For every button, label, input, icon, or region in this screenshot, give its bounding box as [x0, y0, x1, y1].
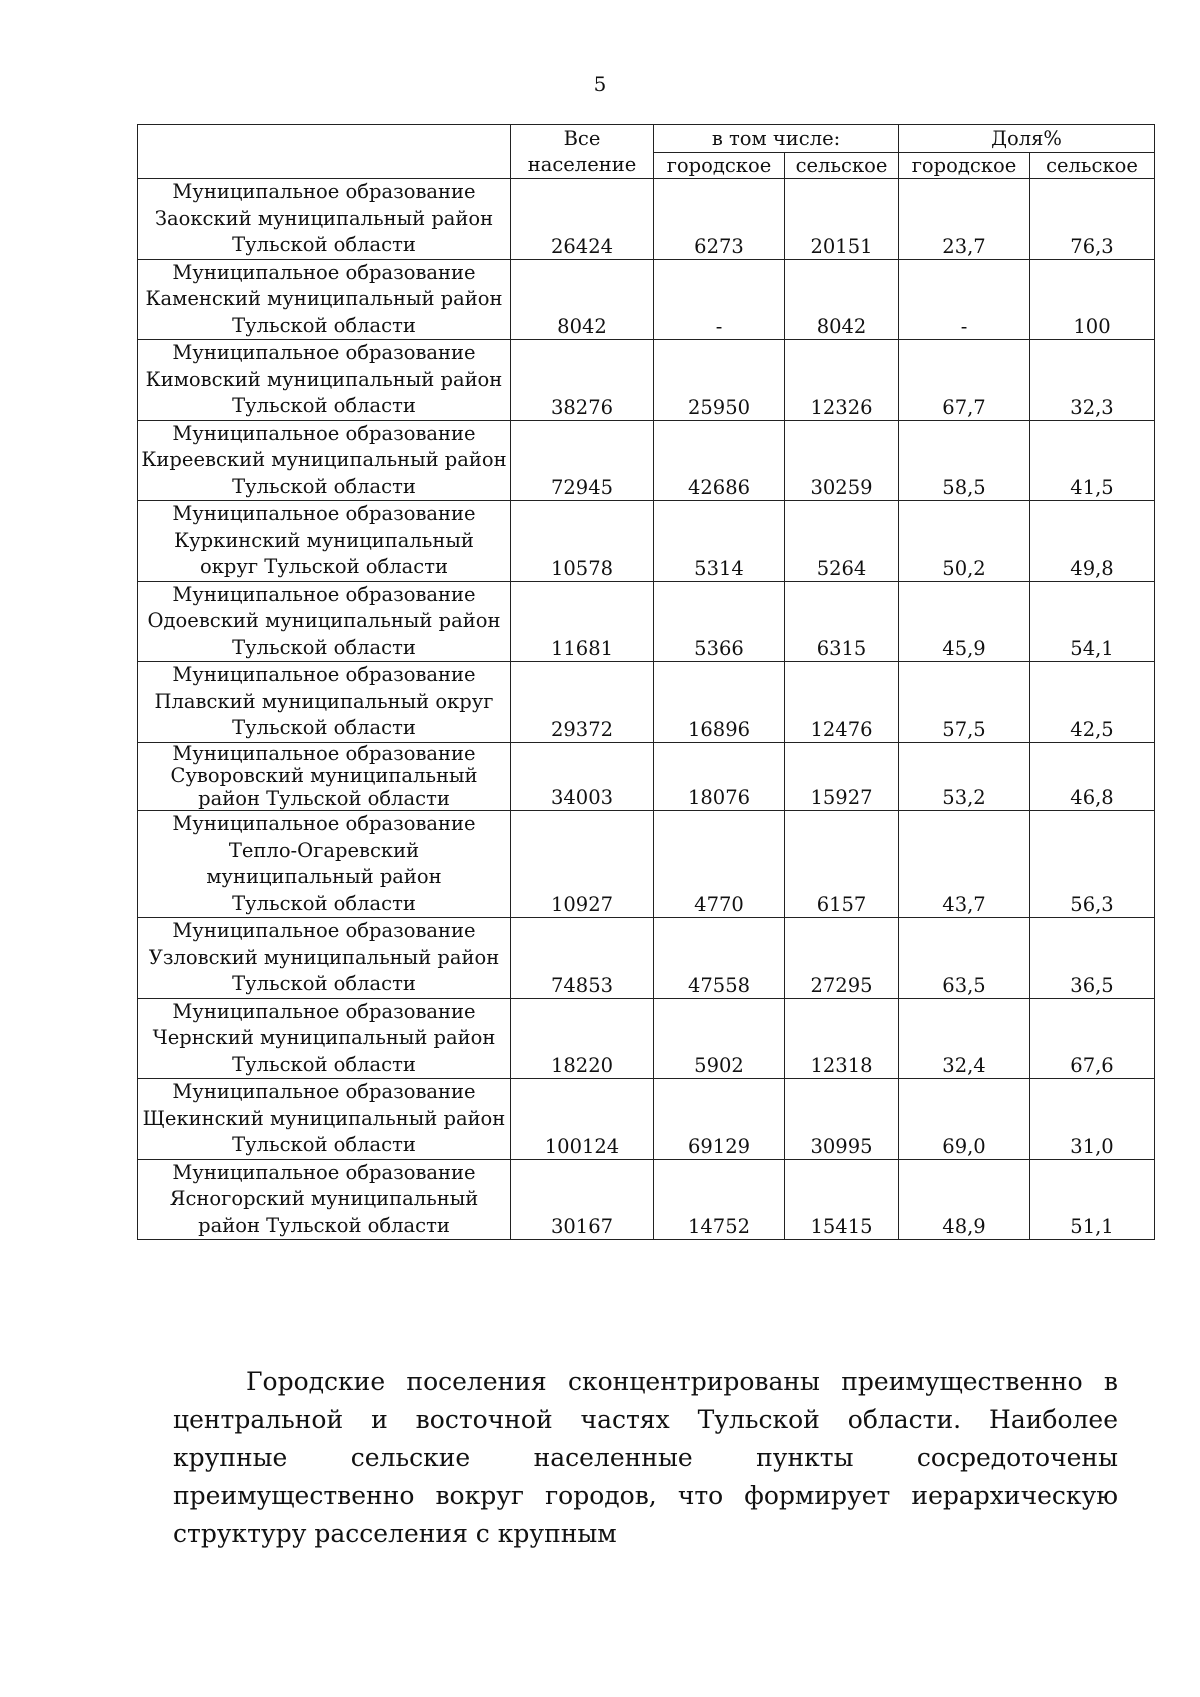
cell-urban: 42686 [654, 420, 785, 501]
cell-share-rural: 46,8 [1030, 742, 1155, 811]
cell-share-urban: 50,2 [899, 501, 1030, 582]
header-including: в том числе: [654, 125, 899, 153]
municipality-name-cell [138, 581, 511, 662]
cell-share-urban: - [899, 259, 1030, 340]
municipality-name-line: Муниципальное образование [172, 741, 476, 765]
municipality-name-cell [138, 742, 511, 811]
cell-share-urban: 63,5 [899, 918, 1030, 999]
cell-all: 10578 [511, 501, 654, 582]
municipality-name-cell [138, 662, 511, 743]
municipality-name-line: Тульской области [232, 635, 416, 659]
municipality-name-line: Тульской области [232, 891, 416, 915]
municipality-name-line: Муниципальное образование [172, 260, 476, 284]
municipality-name-line: Тульской области [232, 474, 416, 498]
municipality-name-line: Каменский муниципальный район [145, 287, 503, 310]
municipality-name-line: Куркинский муниципальный [174, 528, 474, 552]
cell-all: 18220 [511, 998, 654, 1079]
municipality-name-line: Узловский муниципальный район [148, 945, 500, 969]
cell-all: 10927 [511, 811, 654, 918]
municipality-name-cell [138, 1079, 511, 1160]
cell-rural: 30259 [785, 420, 899, 501]
cell-rural: 6157 [785, 811, 899, 918]
municipality-name-line: Одоевский муниципальный район [147, 609, 501, 632]
municipality-name-line: Кимовский муниципальный район [145, 367, 503, 391]
cell-rural: 20151 [785, 179, 899, 260]
cell-share-rural: 42,5 [1030, 662, 1155, 743]
municipality-name-line: Тульской области [232, 394, 416, 417]
cell-share-rural: 51,1 [1030, 1159, 1155, 1240]
table-row [138, 581, 1155, 662]
table-row [138, 918, 1155, 999]
table-row [138, 998, 1155, 1079]
cell-rural: 15927 [785, 742, 899, 811]
header-all-population [511, 125, 654, 179]
cell-rural: 12318 [785, 998, 899, 1079]
cell-share-urban: 43,7 [899, 811, 1030, 918]
cell-share-rural: 49,8 [1030, 501, 1155, 582]
municipality-name-cell [138, 918, 511, 999]
cell-rural: 15415 [785, 1159, 899, 1240]
municipality-name-cell [138, 501, 511, 582]
municipality-name-line: Муниципальное образование [172, 999, 476, 1023]
municipality-name-line: Суворовский муниципальный [170, 764, 478, 787]
municipality-name-line: Муниципальное образование [172, 582, 476, 606]
table-row [138, 1079, 1155, 1160]
cell-share-rural: 67,6 [1030, 998, 1155, 1079]
cell-all: 100124 [511, 1079, 654, 1160]
header-empty-cell [138, 125, 511, 179]
population-table [137, 124, 1155, 1240]
municipality-name-line: Муниципальное образование [172, 919, 476, 942]
cell-urban: 5366 [654, 581, 785, 662]
cell-all: 38276 [511, 340, 654, 421]
table-row [138, 259, 1155, 340]
municipality-name-line: Муниципальное образование [172, 502, 476, 525]
municipality-name-line: Тульской области [232, 716, 416, 739]
cell-all: 30167 [511, 1159, 654, 1240]
cell-all: 26424 [511, 179, 654, 260]
municipality-name-line: Тепло-Огаревский [228, 838, 420, 862]
municipality-name-line: район Тульской области [198, 1213, 450, 1237]
municipality-name-cell [138, 340, 511, 421]
header-all-line2: население [527, 152, 637, 176]
cell-share-rural: 36,5 [1030, 918, 1155, 999]
cell-rural: 12476 [785, 662, 899, 743]
cell-urban: 14752 [654, 1159, 785, 1240]
cell-rural: 30995 [785, 1079, 899, 1160]
municipality-name-line: Киреевский муниципальный район [141, 448, 507, 471]
municipality-name-cell [138, 259, 511, 340]
municipality-name-line: Муниципальное образование [172, 1080, 476, 1103]
table-row [138, 662, 1155, 743]
cell-urban: - [654, 259, 785, 340]
table-row [138, 1159, 1155, 1240]
municipality-name-cell [138, 811, 511, 918]
municipality-name-line: Муниципальное образование [172, 812, 476, 835]
cell-rural: 5264 [785, 501, 899, 582]
cell-urban: 25950 [654, 340, 785, 421]
table-row [138, 340, 1155, 421]
table-row [138, 742, 1155, 811]
municipality-name-line: Муниципальное образование [172, 180, 476, 203]
table-header [138, 125, 1155, 179]
table-row [138, 501, 1155, 582]
municipality-name-line: Муниципальное образование [172, 663, 476, 686]
municipality-name-line: Плавский муниципальный округ [154, 689, 494, 713]
municipality-name-cell [138, 998, 511, 1079]
municipality-name-line: Тульской области [232, 972, 416, 995]
municipality-name-line: Тульской области [232, 1133, 416, 1156]
header-share: Доля% [899, 125, 1155, 153]
cell-share-urban: 53,2 [899, 742, 1030, 811]
cell-urban: 16896 [654, 662, 785, 743]
municipality-name-line: Муниципальное образование [172, 1160, 476, 1184]
cell-urban: 18076 [654, 742, 785, 811]
cell-share-rural: 41,5 [1030, 420, 1155, 501]
cell-all: 72945 [511, 420, 654, 501]
cell-rural: 12326 [785, 340, 899, 421]
cell-share-rural: 56,3 [1030, 811, 1155, 918]
body-paragraph: Городские поселения сконцентрированы преимущественно в центральной и восточной частях Тульской области. Наиболее крупные сельские населенные пункты сосредоточены преимущественно вокруг городов, что формирует иерархическую структуру расселения с крупным [173, 1367, 1118, 1548]
municipality-name-cell [138, 1159, 511, 1240]
cell-urban: 5902 [654, 998, 785, 1079]
cell-share-urban: 48,9 [899, 1159, 1030, 1240]
municipality-name-cell [138, 420, 511, 501]
page-number: 5 [593, 72, 607, 96]
cell-share-urban: 32,4 [899, 998, 1030, 1079]
cell-all: 34003 [511, 742, 654, 811]
header-urban: городское [654, 153, 785, 179]
cell-urban: 5314 [654, 501, 785, 582]
cell-share-urban: 69,0 [899, 1079, 1030, 1160]
table-row [138, 811, 1155, 918]
municipality-name-line: Чернский муниципальный район [152, 1026, 496, 1049]
header-all-line1: Все [563, 126, 601, 150]
cell-all: 29372 [511, 662, 654, 743]
cell-all: 8042 [511, 259, 654, 340]
cell-share-urban: 58,5 [899, 420, 1030, 501]
table-row [138, 420, 1155, 501]
municipality-name-line: Заокский муниципальный район [154, 206, 494, 230]
cell-urban: 6273 [654, 179, 785, 260]
municipality-name-line: Ясногорский муниципальный [169, 1187, 479, 1210]
municipality-name-line: округ Тульской области [199, 555, 449, 578]
municipality-name-line: Тульской области [232, 233, 416, 256]
cell-share-urban: 57,5 [899, 662, 1030, 743]
municipality-name-line: муниципальный район [206, 865, 442, 888]
cell-share-rural: 32,3 [1030, 340, 1155, 421]
municipality-name-line: Тульской области [232, 1052, 416, 1076]
cell-all: 11681 [511, 581, 654, 662]
cell-rural: 6315 [785, 581, 899, 662]
header-rural: сельское [785, 153, 899, 179]
cell-share-rural: 31,0 [1030, 1079, 1155, 1160]
municipality-name-line: Муниципальное образование [172, 421, 476, 445]
cell-urban: 4770 [654, 811, 785, 918]
municipality-name-line: Муниципальное образование [172, 341, 476, 364]
cell-share-rural: 54,1 [1030, 581, 1155, 662]
header-share-rural: сельское [1030, 153, 1155, 179]
cell-rural: 8042 [785, 259, 899, 340]
table-body [138, 179, 1155, 1240]
municipality-name-line: Щекинский муниципальный район [142, 1106, 506, 1130]
municipality-name-line: Тульской области [232, 313, 416, 337]
cell-share-urban: 45,9 [899, 581, 1030, 662]
table-row [138, 179, 1155, 260]
cell-share-rural: 76,3 [1030, 179, 1155, 260]
cell-urban: 47558 [654, 918, 785, 999]
header-share-urban: городское [899, 153, 1030, 179]
cell-share-rural: 100 [1030, 259, 1155, 340]
cell-all: 74853 [511, 918, 654, 999]
cell-urban: 69129 [654, 1079, 785, 1160]
cell-rural: 27295 [785, 918, 899, 999]
municipality-name-cell [138, 179, 511, 260]
municipality-name-line: район Тульской области [198, 786, 450, 810]
cell-share-urban: 23,7 [899, 179, 1030, 260]
cell-share-urban: 67,7 [899, 340, 1030, 421]
